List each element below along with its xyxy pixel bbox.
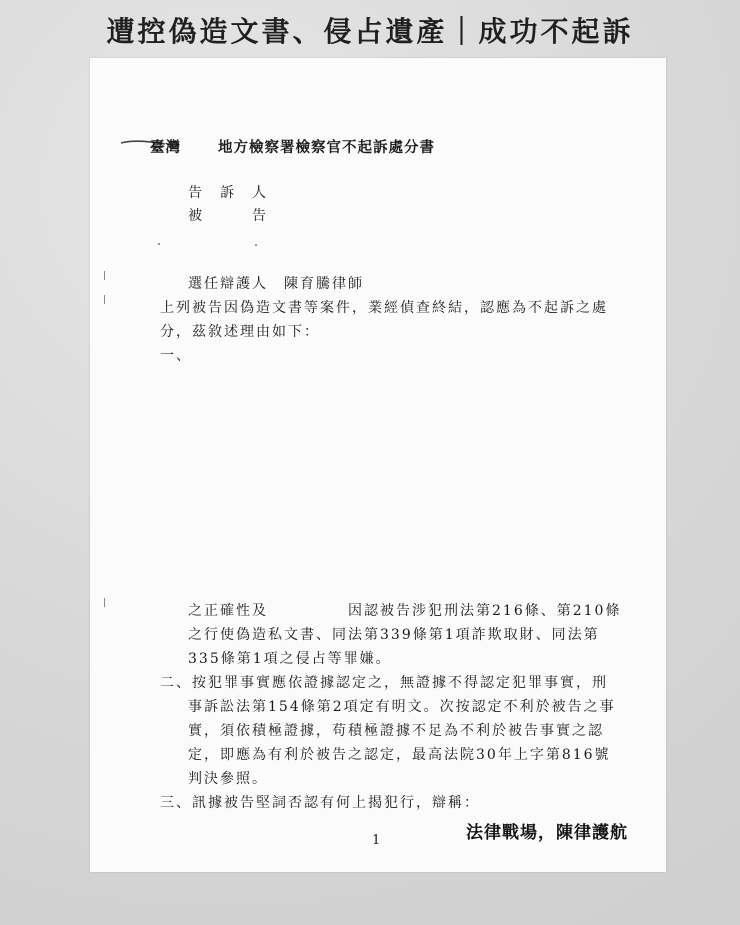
item-one-marker: 一、 [160,348,192,364]
intro-line: 分，茲敘述理由如下： [160,324,320,340]
intro-line: 上列被告因偽造文書等案件，業經偵查終結，認應為不起訴之處 [160,300,608,316]
document-page [90,58,666,872]
scan-mark [104,295,105,304]
item-one-line: 335條第1項之侵占等罪嫌。 [188,651,392,667]
document-title: 地方檢察署檢察官不起訴處分書 [218,139,435,156]
defendant-label: 被 告 [188,208,268,224]
scan-mark [104,271,105,280]
header-prefix: 臺灣 [150,139,181,156]
item-three-line: 三、訊據被告堅詞否認有何上揭犯行，辯稱： [160,795,480,811]
item-two-line: 二、按犯罪事實應依證據認定之，無證據不得認定犯罪事實，刑 [160,675,608,691]
scan-mark [104,598,105,607]
item-one-line: 之正確性及 [188,603,268,619]
item-two-line: 判決參照。 [188,771,268,787]
item-two-line: 事訴訟法第154條第2項定有明文。次按認定不利於被告之事 [188,699,616,715]
banner-title: 遭控偽造文書、侵占遺產｜成功不起訴 [106,15,634,48]
scan-speck [158,243,160,245]
defense-counsel: 選任辯護人 陳育騰律師 [188,276,364,292]
complainant-label: 告 訴 人 [188,185,268,201]
item-two-line: 實，須依積極證據，苟積極證據不足為不利於被告事實之認 [188,723,604,739]
signature-watermark: 法律戰場，陳律護航 [466,823,628,843]
page-number: 1 [372,833,381,848]
item-one-line: 之行使偽造私文書、同法第339條第1項詐欺取財、同法第 [188,627,600,643]
scan-speck [255,244,257,246]
item-two-line: 定，即應為有利於被告之認定，最高法院30年上字第816號 [188,747,611,763]
item-one-line: 因認被告涉犯刑法第216條、第210條 [348,603,622,619]
